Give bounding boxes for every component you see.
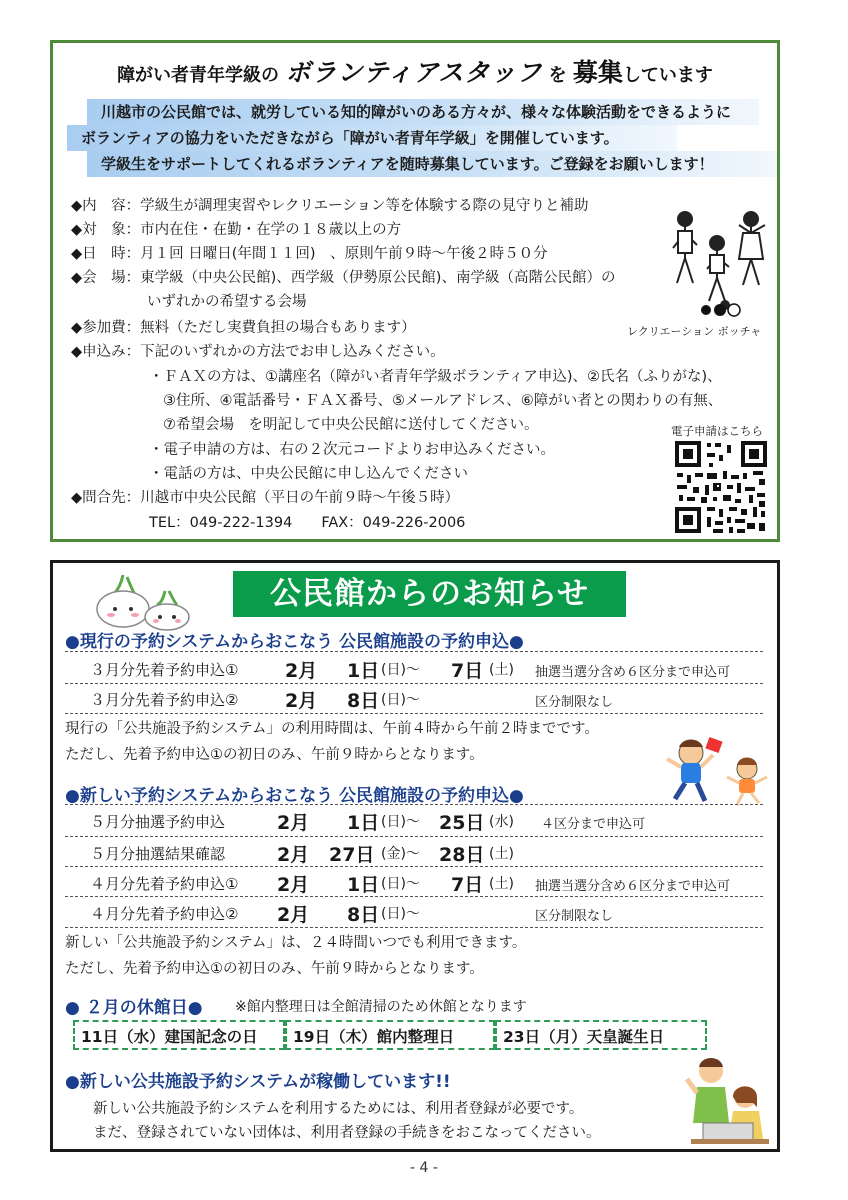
row-note: 抽選当選分含め６区分まで申込可 xyxy=(535,879,731,894)
row-label: ３月分先着予約申込② xyxy=(90,691,239,709)
row-end-weekday: (水) xyxy=(489,814,514,830)
community-center-notice-box xyxy=(50,560,780,1152)
detail-datetime xyxy=(71,243,548,265)
detail-value: 無料（ただし実費負担の場合もあります） xyxy=(140,320,416,336)
row-end-day: 28日 xyxy=(439,844,485,866)
detail-value: 川越市中央公民館（平日の午前９時～午後５時） xyxy=(140,490,460,506)
intro-line-2: ボランティアの協力をいただきながら「障がい者青年学級」を開催しています。 xyxy=(67,125,677,151)
divider xyxy=(65,836,763,837)
row-start-weekday: (日)～ xyxy=(381,692,420,708)
row-start-day: 8日 xyxy=(347,690,380,712)
row-start-weekday: (日)～ xyxy=(381,814,420,830)
qr-code-icon[interactable] xyxy=(673,439,769,535)
row-note: ４区分まで申込可 xyxy=(541,817,646,832)
divider xyxy=(65,713,763,714)
row-label: ４月分先着予約申込① xyxy=(90,875,239,893)
holiday-item xyxy=(73,1020,285,1050)
row-note: 区分制限なし xyxy=(535,909,614,924)
table-row xyxy=(65,655,763,682)
row-note: 抽選当選分含め６区分まで申込可 xyxy=(535,665,731,680)
title-prefix: 障がい者青年学級の xyxy=(117,65,280,86)
holiday-text: 19日（木）館内整理日 xyxy=(293,1028,455,1046)
title-recruit: 募集 xyxy=(572,58,623,87)
row-end-day: 25日 xyxy=(439,812,485,834)
detail-label: ◆対 象： xyxy=(71,222,141,238)
detail-contact xyxy=(71,487,459,509)
computer-users-illustration xyxy=(683,1053,773,1145)
apply-phone: ・電話の方は、中央公民館に申し込んでください xyxy=(149,466,468,482)
registration-note-2: まだ、登録されていない団体は、利用者登録の手続きをおこなってください。 xyxy=(93,1125,601,1141)
row-start-weekday: (日)～ xyxy=(381,906,420,922)
row-start-day: 8日 xyxy=(347,904,380,926)
detail-value: 月１回 日曜日(年間１１回) 、原則午前９時～午後２時５０分 xyxy=(140,246,548,262)
detail-target xyxy=(71,219,401,241)
jumping-kids-illustration xyxy=(661,733,773,807)
volunteer-title xyxy=(53,53,777,89)
boccia-balls-icon xyxy=(698,301,748,319)
current-system-note-1: 現行の「公共施設予約システム」の利用時間は、午前４時から午前２時までです。 xyxy=(65,721,599,737)
divider xyxy=(65,683,763,684)
detail-label: ◆申込み： xyxy=(71,344,141,360)
row-start-day: 1日 xyxy=(347,874,380,896)
row-end-weekday: (土) xyxy=(489,662,514,678)
row-start-weekday: (金)～ xyxy=(381,846,420,862)
detail-content xyxy=(71,195,589,217)
illustration-caption: レクリエーション ボッチャ xyxy=(627,325,762,338)
closed-days-heading: ● ２月の休館日● xyxy=(65,998,203,1018)
row-month: 2月 xyxy=(277,844,310,866)
registration-note-1: 新しい公共施設予約システムを利用するためには、利用者登録が必要です。 xyxy=(93,1101,584,1117)
row-month: 2月 xyxy=(277,904,310,926)
recreation-people-illustration xyxy=(665,203,775,313)
row-start-day: 1日 xyxy=(347,660,380,682)
divider xyxy=(65,866,763,867)
divider xyxy=(65,927,763,928)
new-system-launch-heading: ●新しい公共施設予約システムが稼働しています!! xyxy=(65,1072,451,1092)
table-row xyxy=(65,899,763,926)
detail-value: 下記のいずれかの方法でお申し込みください。 xyxy=(140,344,445,360)
apply-fax-3: ⑦希望会場 を明記して中央公民館に送付してください。 xyxy=(163,417,539,433)
detail-fee xyxy=(71,317,416,339)
row-end-weekday: (土) xyxy=(489,846,514,862)
holiday-text: 23日（月）天皇誕生日 xyxy=(503,1028,665,1046)
intro-line-1: 川越市の公民館では、就労している知的障がいのある方々が、様々な体験活動をできるように xyxy=(87,99,759,125)
table-row xyxy=(65,869,763,896)
apply-fax-2: ③住所、④電話番号・ＦＡＸ番号、⑤メールアドレス、⑥障がい者との関わりの有無、 xyxy=(163,393,723,409)
volunteer-recruitment-box xyxy=(50,40,780,542)
detail-value: 学級生が調理実習やレクリエーション等を体験する際の見守りと補助 xyxy=(140,198,589,214)
detail-value: 市内在住・在勤・在学の１８歳以上の方 xyxy=(140,222,402,238)
row-start-weekday: (日)～ xyxy=(381,876,420,892)
page-number: - 4 - xyxy=(410,1160,438,1176)
detail-label: ◆日 時： xyxy=(71,246,141,262)
detail-label: ◆参加費： xyxy=(71,320,141,336)
row-month: 2月 xyxy=(277,874,310,896)
detail-apply xyxy=(71,341,445,363)
divider xyxy=(65,896,763,897)
divider xyxy=(65,804,763,805)
table-row xyxy=(65,685,763,712)
intro-line-3: 学級生をサポートしてくれるボランティアを随時募集しています。ご登録をお願いします！ xyxy=(87,151,777,177)
new-system-note-2: ただし、先着予約申込①の初日のみ、午前９時からとなります。 xyxy=(65,961,484,977)
notice-title: 公民館からのお知らせ xyxy=(233,571,626,617)
row-label: ４月分先着予約申込② xyxy=(90,905,239,923)
row-note: 区分制限なし xyxy=(535,695,614,710)
row-start-weekday: (日)～ xyxy=(381,662,420,678)
row-month: 2月 xyxy=(285,690,318,712)
current-system-heading: ●現行の予約システムからおこなう 公民館施設の予約申込● xyxy=(65,632,524,652)
detail-label: ◆会 場： xyxy=(71,270,141,286)
detail-label: ◆内 容： xyxy=(71,198,141,214)
apply-online: ・電子申請の方は、右の２次元コードよりお申込みください。 xyxy=(149,442,555,458)
row-label: ５月分抽選結果確認 xyxy=(90,845,226,863)
title-suffix: しています xyxy=(622,65,713,86)
row-label: ５月分抽選予約申込 xyxy=(90,813,226,831)
holiday-item xyxy=(285,1020,495,1050)
holiday-text: 11日（水）建国記念の日 xyxy=(81,1028,258,1046)
closed-days-note: ※館内整理日は全館清掃のため休館となります xyxy=(235,999,527,1015)
holiday-item xyxy=(495,1020,707,1050)
detail-label: ◆問合先： xyxy=(71,490,141,506)
detail-venue xyxy=(71,267,615,289)
mochi-mascot-icon xyxy=(93,571,193,631)
row-end-weekday: (土) xyxy=(489,876,514,892)
row-end-day: 7日 xyxy=(451,660,484,682)
new-system-heading: ●新しい予約システムからおこなう 公民館施設の予約申込● xyxy=(65,786,524,806)
detail-venue-2: いずれかの希望する会場 xyxy=(147,294,307,310)
row-label: ３月分先着予約申込① xyxy=(90,661,239,679)
title-volunteer-staff: ボランティアスタッフ xyxy=(285,58,543,87)
new-system-note-1: 新しい「公共施設予約システム」は、２４時間いつでも利用できます。 xyxy=(65,935,527,951)
divider xyxy=(65,651,763,652)
apply-fax-1: ・ＦＡＸの方は、①講座名（障がい者青年学級ボランティア申込)、②氏名（ふりがな)、 xyxy=(149,369,722,385)
title-particle: を xyxy=(548,65,567,86)
current-system-note-2: ただし、先着予約申込①の初日のみ、午前９時からとなります。 xyxy=(65,747,484,763)
detail-value: 東学級（中央公民館)、西学級（伊勢原公民館)、南学級（高階公民館）の xyxy=(140,270,616,286)
table-row xyxy=(65,839,763,866)
row-month: 2月 xyxy=(285,660,318,682)
qr-caption: 電子申請はこちら xyxy=(671,424,763,438)
row-end-day: 7日 xyxy=(451,874,484,896)
contact-tel-fax: TEL：049-222-1394 FAX：049-226-2006 xyxy=(149,515,466,531)
row-month: 2月 xyxy=(277,812,310,834)
row-start-day: 1日 xyxy=(347,812,380,834)
row-start-day: 27日 xyxy=(329,844,375,866)
table-row xyxy=(65,807,763,834)
